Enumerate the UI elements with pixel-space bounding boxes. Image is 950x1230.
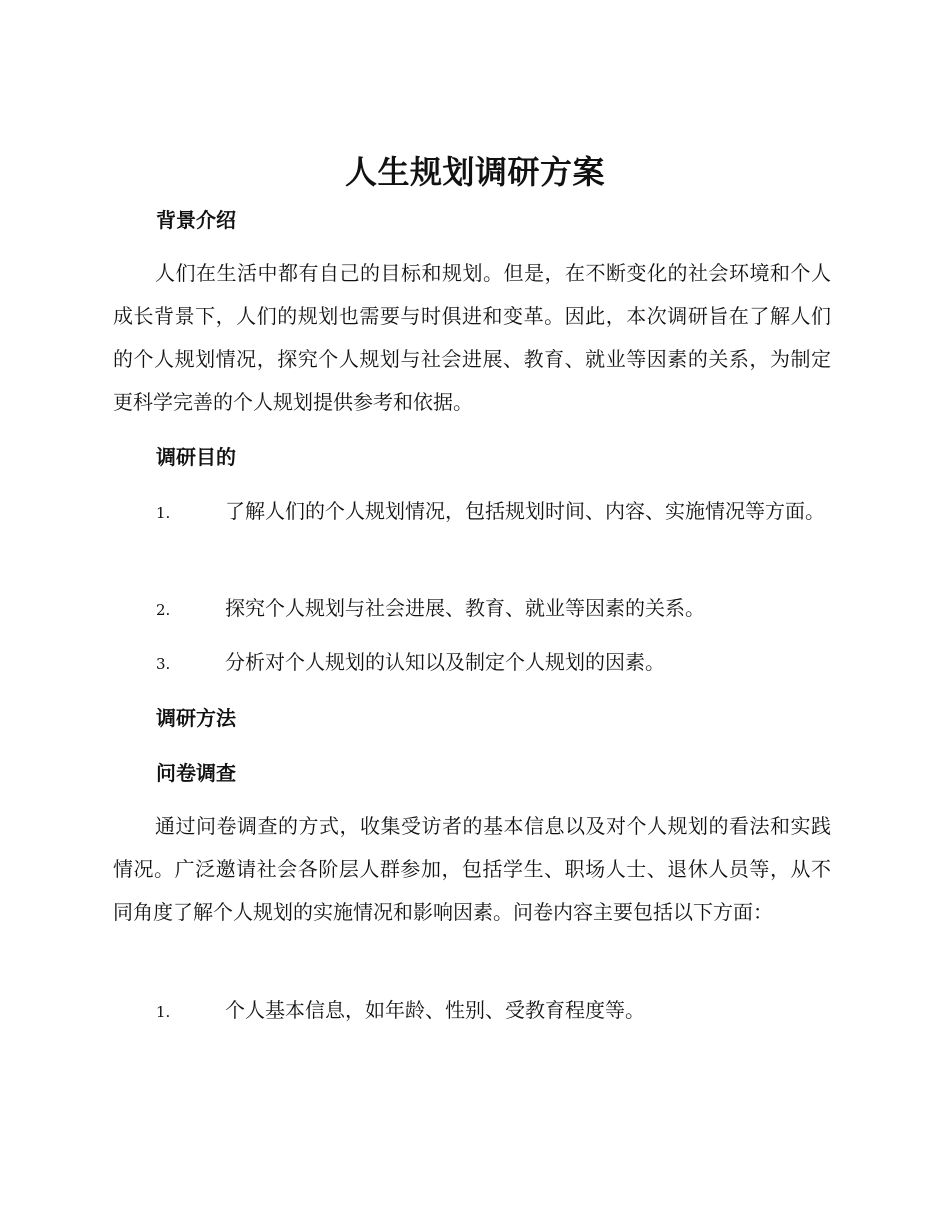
questionnaire-paragraph: 通过问卷调查的方式，收集受访者的基本信息以及对个人规划的看法和实践情况。广泛邀请社会各阶层人群参加，包括学生、职场人士、退休人员等，从不同角度了解个人规划的实施情况和影响因素。问卷内容主要包括以下方面： [113, 814, 831, 924]
document-title: 人生规划调研方案 [344, 153, 605, 191]
section-heading-background: 背景介绍 [156, 208, 236, 232]
list-item-number: 3. [156, 655, 171, 673]
list-item [113, 989, 831, 1034]
list-item [113, 587, 831, 632]
list-item-text: 分析对个人规划的认知以及制定个人规划的因素。 [225, 650, 665, 674]
section-heading-purpose: 调研目的 [156, 445, 236, 469]
list-item-number: 1. [156, 1003, 171, 1021]
list-item-number: 2. [156, 601, 171, 619]
list-item [113, 490, 831, 535]
list-item-number: 1. [156, 504, 171, 522]
section-heading-questionnaire: 问卷调查 [156, 761, 236, 785]
list-item-text: 探究个人规划与社会进展、教育、就业等因素的关系。 [225, 596, 705, 620]
list-item-text: 了解人们的个人规划情况，包括规划时间、内容、实施情况等方面。 [225, 499, 825, 523]
section-heading-method: 调研方法 [156, 706, 236, 730]
background-paragraph: 人们在生活中都有自己的目标和规划。但是，在不断变化的社会环境和个人成长背景下，人们的规划也需要与时俱进和变革。因此，本次调研旨在了解人们的个人规划情况，探究个人规划与社会进展、教育、就业等因素的关系，为制定更科学完善的个人规划提供参考和依据。 [113, 261, 831, 414]
list-item-text: 个人基本信息，如年龄、性别、受教育程度等。 [225, 998, 645, 1022]
list-item [113, 641, 831, 686]
